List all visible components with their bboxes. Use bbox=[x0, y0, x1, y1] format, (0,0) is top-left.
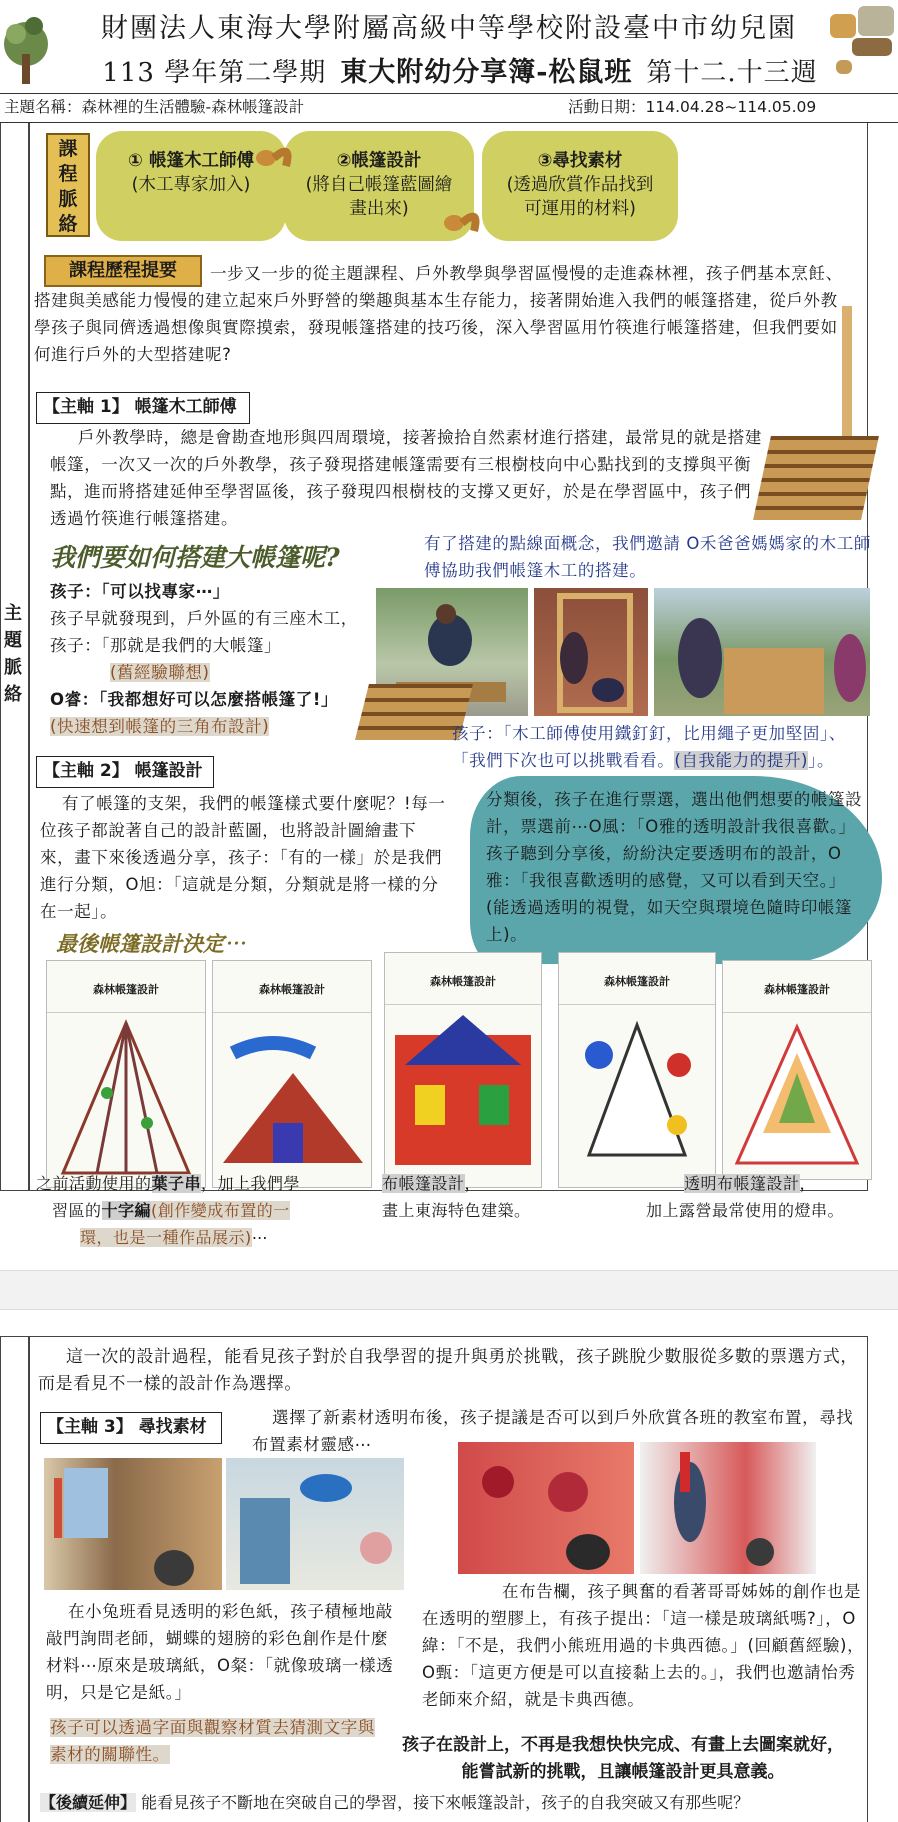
axis1-dialog bbox=[50, 578, 390, 740]
axis1-heading: 【主軸 1】 帳篷木工師傅 bbox=[36, 392, 250, 424]
axis2-bubble-text: 分類後，孩子在進行票選，選出他們想要的帳篷設計，票選前⋯O風：「O雅的透明設計我很喜歡。」孩子聽到分享後，紛紛決定要透明布的設計，O雅：「我很喜歡透明的感覺，又可以看到天空。」(能透過透明的視覺，如天空與環境色隨時印帳篷上)。 bbox=[486, 790, 863, 944]
theme-name: 主題名稱：森林裡的生活體驗-森林帳篷設計 bbox=[4, 98, 305, 116]
course-label: 課 程 脈 絡 bbox=[46, 133, 90, 237]
carpenter-photo-3 bbox=[654, 588, 870, 716]
axis1-blue-note: 有了搭建的點線面概念，我們邀請 O禾爸爸媽媽家的木工師傅協助我們帳篷木工的搭建。 bbox=[424, 534, 871, 580]
squirrel-icon bbox=[440, 205, 484, 235]
axis2-paragraph: 有了帳篷的支架，我們的帳篷樣式要什麼呢？!每一位孩子都說著自己的設計藍圖，也將設計圖繪畫下來，畫下來後透過分享，孩子：「有的一樣」於是我們進行分類，O旭：「這就是分類，分類就是將一樣的分在一起」。 bbox=[40, 794, 446, 921]
axis1-photo-caption: 孩子：「木工師傅使用鐵釘釘，比用繩子更加堅固」、 「我們下次也可以挑戰看看。(自我能力的提升)」。 bbox=[452, 724, 846, 770]
drawing-caption-mid: 布帳篷設計， 畫上東海特色建築。 bbox=[382, 1174, 531, 1220]
dialog-line: 孩子早就發現到，戶外區的有三座木工， bbox=[50, 609, 358, 628]
axis3-left-paragraph: 在小兔班看見透明的彩色紙，孩子積極地敲敲門詢問老師，蝴蝶的翅膀的彩色創作是什麼材料⋯原來是玻璃紙，O粲：「就像玻璃一樣透明，只是它是紙。」 bbox=[46, 1602, 394, 1702]
squirrel-icon bbox=[252, 140, 296, 170]
axis3-note: 選擇了新素材透明布後，孩子提議是否可以到戶外欣賞各班的教室布置，尋找布置素材靈感⋯ bbox=[252, 1408, 854, 1454]
tent-drawing-1: 森林帳篷設計 bbox=[46, 960, 206, 1188]
newsletter-title: 東大附幼分享簿-松鼠班 bbox=[340, 57, 633, 88]
dialog-note: (快速想到帳篷的三角布設計) bbox=[50, 717, 270, 736]
tent-drawing-4: 森林帳篷設計 bbox=[558, 952, 716, 1188]
bulletin-photo-2 bbox=[640, 1442, 816, 1574]
axis1-handwritten: 我們要如何搭建大帳篷呢? bbox=[50, 543, 340, 572]
activity-date: 活動日期：114.04.28~114.05.09 bbox=[568, 98, 817, 116]
followup-text: 能看見孩子不斷地在突破自己的學習，接下來帳篷設計，孩子的自我突破又有那些呢？ bbox=[141, 1793, 750, 1812]
followup bbox=[40, 1790, 870, 1816]
course-step-2: ②帳篷設計 (將自己帳篷藍圖繪畫出來) bbox=[284, 131, 474, 241]
drawing-caption-right: 透明布帳篷設計， 加上露營最常使用的燈串。 bbox=[646, 1174, 845, 1220]
wood-pallet-photo bbox=[753, 436, 879, 520]
course-step-3: ③尋找素材 (透過欣賞作品找到可運用的材料) bbox=[482, 131, 678, 241]
axis2-heading: 【主軸 2】 帳篷設計 bbox=[36, 756, 214, 788]
progress-tag: 課程歷程提要 bbox=[44, 255, 202, 287]
page-break bbox=[0, 1270, 898, 1310]
side-divider-2 bbox=[28, 1336, 30, 1822]
tent-drawing-2: 森林帳篷設計 bbox=[212, 960, 372, 1188]
side-label: 主 題 脈 絡 bbox=[4, 603, 22, 705]
axis3-left-highlight: 孩子可以透過字面與觀察材質去猜測文字與素材的關聯性。 bbox=[50, 1718, 375, 1764]
axis2-handwritten: 最後帳篷設計決定⋯ bbox=[56, 931, 245, 956]
school-name: 財團法人東海大學附屬高級中等學校附設臺中市幼兒園 bbox=[101, 13, 797, 44]
followup-tag: 【後續延伸】 bbox=[40, 1793, 137, 1812]
axis1-paragraph: 戶外教學時，總是會勘查地形與四周環境，接著撿拾自然素材進行搭建，最常見的就是搭建帳篷，一次又一次的戶外教學，孩子發現搭建帳篷需要有三根樹枝向中心點找到的支撐與平衡點，進而將搭建延伸至學習區後，孩子發現四根樹枝的支撐又更好，於是在學習區中，孩子們透過竹筷進行帳篷搭建。 bbox=[50, 428, 762, 528]
side-divider bbox=[28, 123, 30, 1191]
info-bar bbox=[0, 93, 898, 123]
course-step-1: ① 帳篷木工師傅 (木工專家加入) bbox=[96, 131, 286, 241]
semester: 113 學年第二學期 bbox=[102, 58, 327, 88]
pallet-post bbox=[842, 306, 852, 456]
page2-intro: 這一次的設計過程，能看見孩子對於自我學習的提升與勇於挑戰，孩子跳脫少數服從多數的票選方式，而是看見不一樣的設計作為選擇。 bbox=[38, 1347, 858, 1394]
classroom-photo-2 bbox=[226, 1458, 404, 1590]
dialog-line: O睿：「我都想好可以怎麼搭帳篷了!」 bbox=[50, 690, 339, 709]
dialog-note: (舊經驗聯想) bbox=[110, 663, 210, 682]
classroom-photo-1 bbox=[44, 1458, 222, 1590]
drawing-caption-left: 之前活動使用的葉子串，加上我們學 習區的十字編(創作變成布置的一 環，也是一種作品展示)⋯ bbox=[36, 1174, 301, 1247]
axis3-right-paragraph: 在布告欄，孩子興奮的看著哥哥姊姊的創作也是在透明的塑膠上，有孩子提出：「這一樣是玻璃紙嗎?」，O緯：「不是，我們小熊班用過的卡典西德。」(回顧舊經驗)，O甄：「這更方便是可以直接黏上去的。」，我們也邀請怡秀老師來介紹，就是卡典西德。 bbox=[422, 1582, 865, 1709]
progress-intro: 一步又一步的從主題課程、戶外教學與學習區慢慢的走進森林裡，孩子們基本烹飪、搭建與美感能力慢慢的建立起來戶外野營的樂趣與基本生存能力，接著開始進入我們的帳篷搭建，從戶外教學孩子與同儕透過想像與實際摸索，發現帳篷搭建的技巧後，深入學習區用竹筷進行帳篷搭建，但我們要如何進行戶外的大型搭建呢? bbox=[34, 264, 843, 364]
tent-drawing-5: 森林帳篷設計 bbox=[722, 960, 872, 1180]
conclusion: 孩子在設計上，不再是我想快快完成、有畫上去圖案就好，能嘗試新的挑戰，且讓帳篷設計更具意義。 bbox=[402, 1735, 844, 1782]
carpenter-photo-2 bbox=[534, 588, 648, 716]
dialog-line: 孩子：「可以找專家⋯」 bbox=[50, 582, 230, 601]
axis3-heading: 【主軸 3】 尋找素材 bbox=[40, 1412, 222, 1444]
dialog-line: 孩子：「那就是我們的大帳篷」 bbox=[50, 636, 282, 655]
tent-drawing-3: 森林帳篷設計 bbox=[384, 952, 542, 1188]
newsletter-heading bbox=[60, 50, 860, 89]
weeks: 第十二.十三週 bbox=[646, 58, 818, 88]
bulletin-photo-1 bbox=[458, 1442, 634, 1574]
